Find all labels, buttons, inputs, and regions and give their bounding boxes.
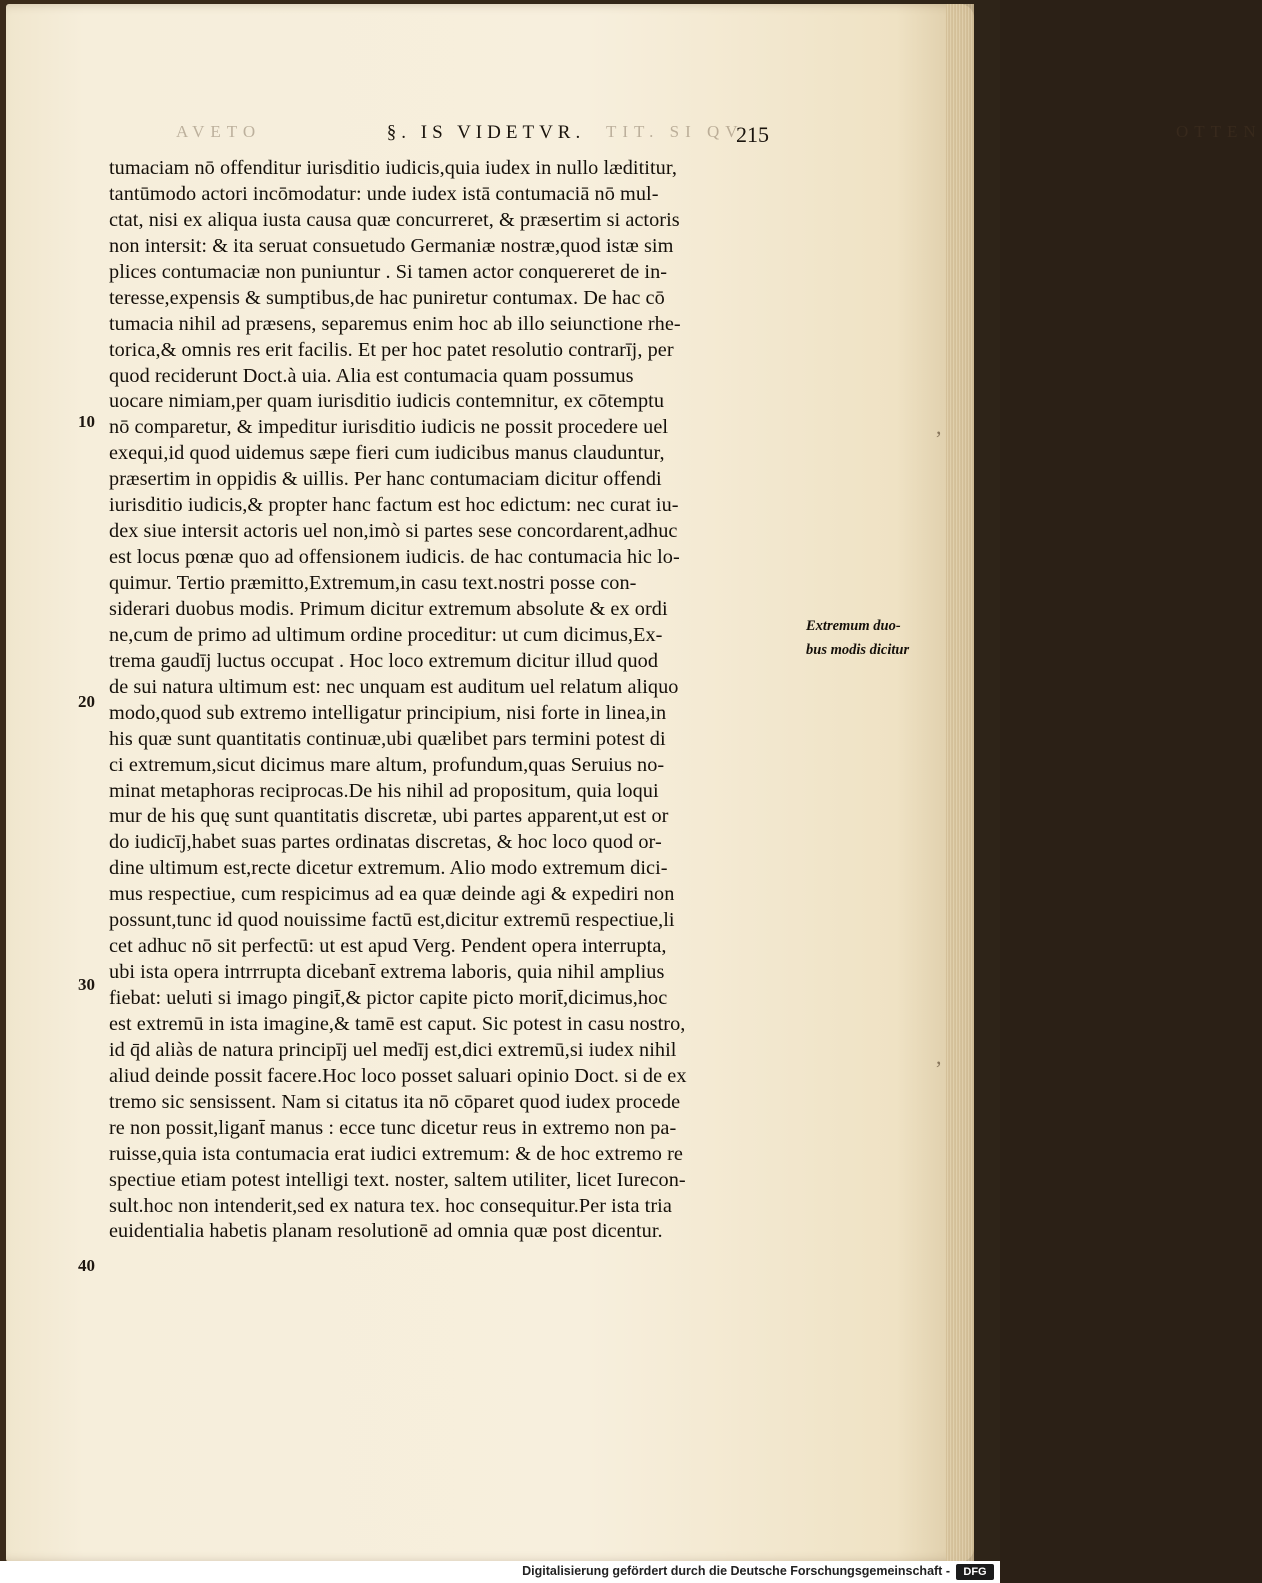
text-line: dex siue intersit actoris uel non,imò si partes sese concordarent,adhuc <box>109 520 678 543</box>
text-line: possunt,tunc id quod nouissime factū est,dicitur extremū respectiue,li <box>109 909 675 932</box>
line-number-20: 20 <box>78 692 95 711</box>
bleed-through-text-left: AVETO <box>176 122 262 141</box>
text-line: his quæ sunt quantitatis continuæ,ubi quælibet pars termini potest di <box>109 727 666 750</box>
text-line: teresse,expensis & sumptibus,de hac puniretur contumax. De hac cō <box>109 286 665 309</box>
text-line: uocare nimiam,per quam iurisditio iudicis contemnitur, ex cōtemptu <box>109 390 665 413</box>
text-line: ubi ista opera intrrrupta dicebant̄ extrema laboris, quia nihil amplius <box>109 961 665 984</box>
text-line: præsertim in oppidis & uillis. Per hanc contumaciam dicitur offendi <box>109 468 662 491</box>
text-line: tremo sic sensissent. Nam si citatus ita nō cōparet quod iudex procede <box>109 1090 681 1113</box>
text-line: torica,& omnis res erit facilis. Et per hoc patet resolutio contrarīj, per <box>109 338 674 361</box>
text-line: de sui natura ultimum est: nec unquam est auditum uel relatum aliquo <box>109 675 679 698</box>
text-line: non intersit: & ita seruat consuetudo Germaniæ nostræ,quod istæ sim <box>109 234 674 257</box>
text-line: siderari duobus modis. Primum dicitur extremum absolute & ex ordi <box>109 597 668 620</box>
text-line: ruisse,quia ista contumacia erat iudici extremum: & de hoc extremo re <box>109 1142 683 1165</box>
text-line: tumacia nihil ad præsens, separemus enim hoc ab illo seiunctione rhe- <box>109 312 681 335</box>
marginal-note-line-1: Extremum duo- <box>806 618 901 634</box>
text-line: euidentialia habetis planam resolutionē ad omnia quæ post dicentur. <box>109 1220 663 1243</box>
page-number: 215 <box>736 122 769 147</box>
text-line: re non possit,ligant̄ manus : ecce tunc dicetur reus in extremo non pa- <box>109 1116 677 1139</box>
text-line: exequi,id quod uidemus sæpe fieri cum iudicibus manus clauduntur, <box>109 442 665 465</box>
text-line: dine ultimum est,recte dicetur extremum. Alio modo extremum dici- <box>109 857 668 880</box>
running-head: §. IS VIDETVR. <box>386 122 586 143</box>
dfg-logo: DFG <box>956 1564 994 1580</box>
text-line: modo,quod sub extremo intelligatur principium, nisi forte in linea,in <box>109 701 667 724</box>
book-page <box>6 4 1262 1562</box>
text-line: plices contumaciæ non puniuntur . Si tamen actor conquereret de in- <box>109 260 668 283</box>
ink-mark-right: , <box>936 414 942 439</box>
line-number-10: 10 <box>78 412 95 431</box>
text-line: trema gaudīj luctus occupat . Hoc loco extremum dicitur illud quod <box>109 649 659 672</box>
text-line: quimur. Tertio præmitto,Extremum,in casu text.nostri posse con- <box>109 572 637 594</box>
text-line: do iudicīj,habet suas partes ordinatas discretas, & hoc loco quod or- <box>109 831 662 854</box>
text-line: ne,cum de primo ad ultimum ordine proceditur: ut cum dicimus,Ex- <box>109 623 663 646</box>
text-line: est locus pœnæ quo ad offensionem iudicis. de hac contumacia hic lo- <box>109 546 680 569</box>
footer-credit: Digitalisierung gefördert durch die Deutsche Forschungsgemeinschaft - <box>522 1564 950 1578</box>
line-number-40: 40 <box>78 1256 95 1275</box>
bleed-through-text-right: OTTEN <box>1176 122 1262 141</box>
text-line: spectiue etiam potest intelligi text. noster, saltem utiliter, licet Iurecon- <box>109 1168 686 1191</box>
text-line: cet adhuc nō sit perfectū: ut est apud Verg. Pendent opera interrupta, <box>109 935 667 958</box>
text-line: tantūmodo actori incōmodatur: unde iudex istā contumaciā nō mul- <box>109 182 659 205</box>
marginal-note-line-2: bus modis dicitur <box>806 642 910 658</box>
text-block <box>109 156 797 1245</box>
text-line: ctat, nisi ex aliqua iusta causa quæ concurreret, & præsertim si actoris <box>109 208 680 231</box>
text-line: ci extremum,sicut dicimus mare altum, profundum,quas Seruius no- <box>109 753 665 776</box>
text-line: aliud deinde possit facere.Hoc loco posset saluari opinio Doct. si de ex <box>109 1064 687 1087</box>
bleed-through-margin-top <box>806 194 916 274</box>
footer-bar <box>0 1561 1000 1583</box>
text-line: tumaciam nō offenditur iurisditio iudicis,quia iudex in nullo lædititur, <box>109 157 677 179</box>
text-line: mus respectiue, cum respicimus ad ea quæ deinde agi & expediri non <box>109 883 675 906</box>
text-line: id q̄d aliàs de natura principīj uel medīj est,dici extremū,si iudex nihil <box>109 1038 677 1061</box>
text-line: sult.hoc non intenderit,sed ex natura tex. hoc consequitur.Per ista tria <box>109 1194 672 1217</box>
text-line: minat metaphoras reciprocas.De his nihil ad propositum, quia loqui <box>109 779 659 802</box>
text-line: iurisditio iudicis,& propter hanc factum est hoc edictum: nec curat iu- <box>109 494 679 517</box>
bleed-through-text-middle: TIT. SI QV <box>606 122 744 141</box>
ink-mark-right-lower: , <box>936 1044 942 1069</box>
text-line: quod reciderunt Doct.à uia. Alia est contumacia quam possumus <box>109 364 634 387</box>
text-line: mur de his quę sunt quantitatis discretæ, ubi partes apparent,ut est or <box>109 805 669 828</box>
text-line: fiebat: ueluti si imago pingit̄,& pictor capite picto morit̄,dicimus,hoc <box>109 987 668 1009</box>
text-line: est extremū in ista imagine,& tamē est caput. Sic potest in casu nostro, <box>109 1012 686 1035</box>
line-number-30: 30 <box>78 975 95 994</box>
page-edges <box>946 4 974 1562</box>
text-line: nō comparetur, & impeditur iurisditio iudicis ne possit procedere uel <box>109 416 669 439</box>
header-line <box>176 122 1262 148</box>
marginal-note <box>806 614 926 662</box>
